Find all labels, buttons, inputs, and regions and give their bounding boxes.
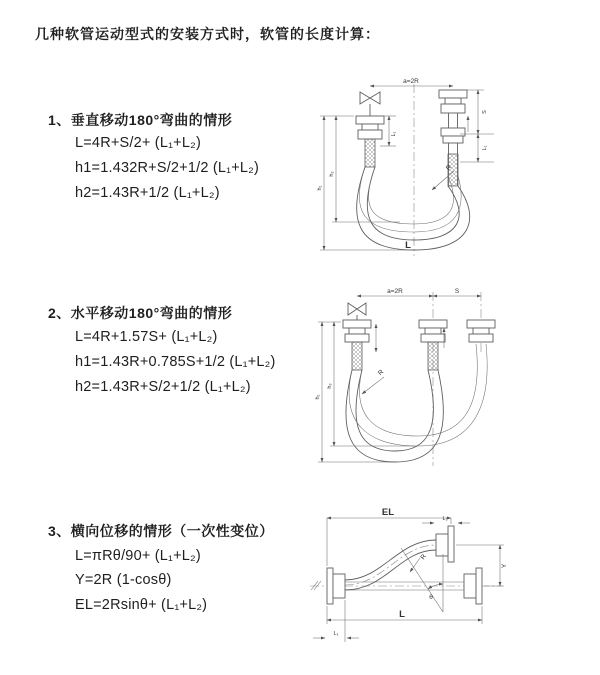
dim-label-el: EL	[381, 507, 395, 518]
dimension-h2	[327, 322, 414, 446]
dim-label-h1: h₁	[315, 394, 321, 400]
formula-line: Y=2R (1-cosθ)	[75, 572, 172, 588]
middle-fitting	[419, 320, 447, 370]
dimension-l1-bottom	[313, 600, 359, 642]
dim-label-s: S	[482, 110, 488, 114]
hose-s-curve	[345, 540, 436, 590]
radius-callout	[362, 368, 385, 394]
dim-label-l: L	[405, 240, 411, 251]
dimension-l	[327, 606, 482, 624]
formula-line: L=4R+1.57S+ (L₁+L₂)	[75, 329, 218, 345]
formula-line: EL=2Rsinθ+ (L₁+L₂)	[75, 597, 208, 613]
dim-label-l1: L₁	[391, 131, 397, 137]
dimension-l1-top	[422, 516, 470, 523]
formula-line: h2=1.43R+1/2 (L₁+L₂)	[75, 185, 220, 201]
diagram-vertical-180-bend	[310, 70, 580, 260]
right-fitting	[467, 320, 495, 342]
dim-label-y: Y	[501, 563, 508, 569]
right-fitting-original	[464, 568, 482, 604]
formula-line: L=4R+S/2+ (L₁+L₂)	[75, 135, 201, 151]
diagram-lateral-displacement	[298, 498, 590, 646]
left-fitting	[356, 116, 384, 167]
section-heading: 1、垂直移动180°弯曲的情形	[48, 112, 233, 128]
hose-u-bend-moved	[346, 370, 444, 462]
right-fitting-displaced	[436, 526, 454, 562]
page-title: 几种软管运动型式的安装方式时，软管的长度计算：	[35, 26, 380, 42]
dim-label-s: S	[454, 288, 460, 295]
dim-label-r: R	[444, 163, 454, 173]
section-heading: 2、水平移动180°弯曲的情形	[48, 305, 233, 321]
dim-label-h1: h₁	[317, 185, 323, 191]
dim-label-l1: L₁	[442, 516, 448, 522]
hose-u-bend-original	[349, 344, 487, 446]
formula-line: L=πRθ/90+ (L₁+L₂)	[75, 548, 201, 564]
dimension-a2r	[370, 78, 453, 86]
dimension-s	[433, 288, 481, 296]
dim-label-h2: h₂	[327, 383, 333, 389]
formula-line: h1=1.43R+0.785S+1/2 (L₁+L₂)	[75, 354, 276, 370]
section-heading: 3、横向位移的情形（一次性变位）	[48, 523, 274, 539]
dimension-el	[327, 507, 451, 566]
diagram-horizontal-180-bend	[310, 282, 580, 472]
dimension-a2r	[357, 288, 433, 296]
dim-label-r: R	[419, 553, 428, 562]
dim-label-l: L	[399, 609, 405, 620]
dim-label-l1: L₁	[482, 145, 488, 151]
valve-icon	[348, 303, 366, 320]
dim-label-theta: θ	[429, 594, 433, 601]
left-fitting	[343, 320, 371, 370]
break-mark	[311, 581, 321, 590]
dimension-l1-right	[460, 134, 494, 162]
formula-line: h1=1.432R+S/2+1/2 (L₁+L₂)	[75, 160, 260, 176]
dim-label-a2r: a=2R	[387, 288, 403, 295]
dim-label-a2r: a=2R	[403, 78, 419, 85]
dim-label-r: R	[376, 368, 386, 378]
formula-line: h2=1.43R+S/2+1/2 (L₁+L₂)	[75, 379, 251, 395]
dim-label-h2: h₂	[329, 171, 335, 177]
valve-icon	[360, 92, 380, 116]
left-fitting	[327, 568, 345, 604]
dim-label-l1: L₁	[333, 631, 339, 637]
